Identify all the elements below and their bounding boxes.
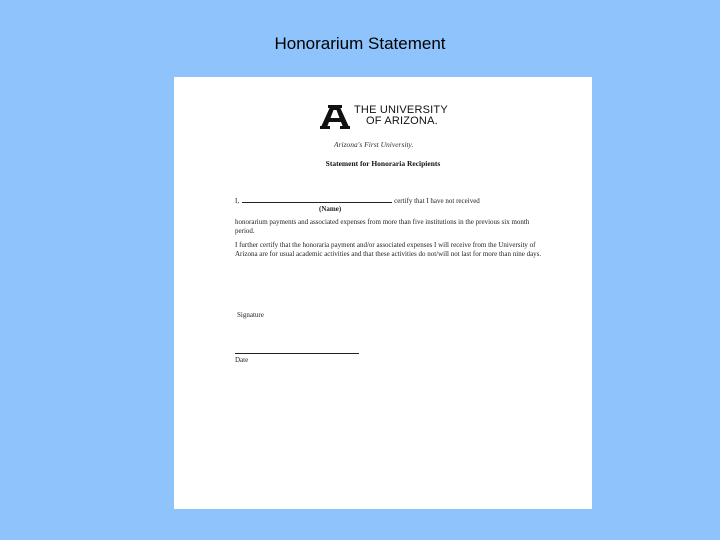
document-page <box>174 77 592 509</box>
name-statement-line <box>235 195 535 206</box>
signature-label: Signature <box>237 311 264 319</box>
name-field-label: (Name) <box>319 205 342 213</box>
university-logo <box>320 105 448 129</box>
date-signature-line <box>235 353 359 354</box>
document-heading: Statement for Honoraria Recipients <box>325 159 441 168</box>
slide-title: Honorarium Statement <box>274 34 446 53</box>
block-a-logo-icon <box>320 105 350 129</box>
logo-wordmark <box>354 105 448 127</box>
name-blank-line <box>242 195 392 203</box>
statement-paragraph-2: I further certify that the honoraria payment and/or associated expenses I will receive from the University of Arizona are for usual academic activities and that these activities do not/will not last for more than nine days. <box>235 241 542 258</box>
date-label: Date <box>235 356 249 364</box>
statement-paragraph-1: honorarium payments and associated expenses from more than five institutions in the previous six month period. <box>235 218 530 235</box>
name-suffix: certify that I have not received <box>394 197 480 205</box>
university-tagline: Arizona's First University. <box>334 140 414 149</box>
name-prefix: I, <box>235 197 240 205</box>
logo-line-2: OF ARIZONA. <box>366 115 438 127</box>
logo-line-1: THE UNIVERSITY <box>354 104 448 116</box>
